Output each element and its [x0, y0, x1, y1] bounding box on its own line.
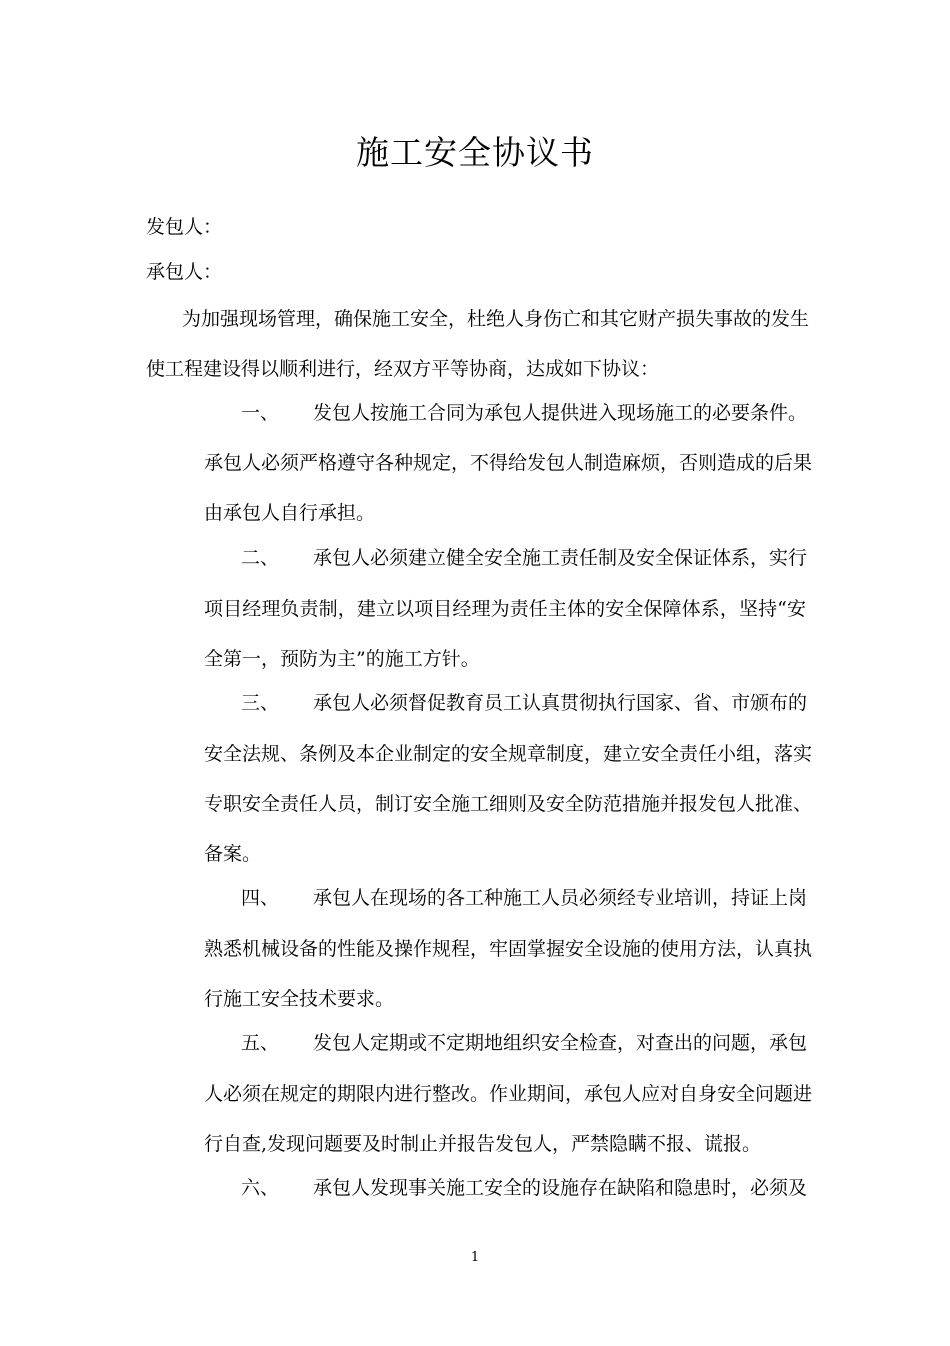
clause-line: 承包人必须督促教育员工认真贯彻执行国家、省、市颁布的	[313, 692, 808, 714]
contractor-label: 承包人：	[146, 261, 223, 283]
clause-number: 三、	[241, 692, 280, 714]
clause-number: 四、	[241, 887, 280, 909]
clause-line: 承包人在现场的各工种施工人员必须经专业培训，持证上岗	[313, 887, 808, 909]
clause-line: 由承包人自行承担。	[204, 502, 376, 524]
clause-number: 一、	[241, 402, 280, 424]
clause-line: 备案。	[204, 843, 262, 865]
clause-line: 行自查,发现问题要及时制止并报告发包人，严禁隐瞒不报、谎报。	[204, 1133, 762, 1155]
clause-line: 人必须在规定的期限内进行整改。作业期间，承包人应对自身安全问题进	[204, 1083, 813, 1105]
clause-number: 二、	[241, 547, 280, 569]
intro-line: 为加强现场管理，确保施工安全，杜绝人身伤亡和其它财产损失事故的发生	[182, 308, 810, 330]
page-number: 1	[470, 1250, 480, 1265]
clause-line: 全第一，预防为主”的施工方针。	[204, 648, 480, 670]
intro-line: 使工程建设得以顺利进行，经双方平等协商，达成如下协议：	[146, 358, 660, 380]
clause-line: 项目经理负责制，建立以项目经理为责任主体的安全保障体系，坚持“安	[204, 598, 806, 620]
clause-line: 承包人发现事关施工安全的设施存在缺陷和隐患时，必须及	[313, 1177, 808, 1199]
clause-line: 安全法规、条例及本企业制定的安全规章制度，建立安全责任小组，落实	[204, 743, 813, 765]
clause-line: 专职安全责任人员，制订安全施工细则及安全防范措施并报发包人批准、	[204, 793, 813, 815]
clause-line: 发包人按施工合同为承包人提供进入现场施工的必要条件。	[313, 402, 808, 424]
clause-line: 行施工安全技术要求。	[204, 988, 395, 1010]
document-title: 施工安全协议书	[356, 133, 594, 172]
clause-line: 承包人必须严格遵守各种规定，不得给发包人制造麻烦，否则造成的后果	[204, 452, 813, 474]
employer-label: 发包人：	[146, 216, 223, 238]
clause-line: 承包人必须建立健全安全施工责任制及安全保证体系，实行	[313, 547, 808, 569]
clause-line: 发包人定期或不定期地组织安全检查，对查出的问题，承包	[313, 1032, 808, 1054]
clause-number: 六、	[241, 1177, 280, 1199]
clause-number: 五、	[241, 1032, 280, 1054]
clause-line: 熟悉机械设备的性能及操作规程，牢固掌握安全设施的使用方法，认真执	[204, 938, 813, 960]
